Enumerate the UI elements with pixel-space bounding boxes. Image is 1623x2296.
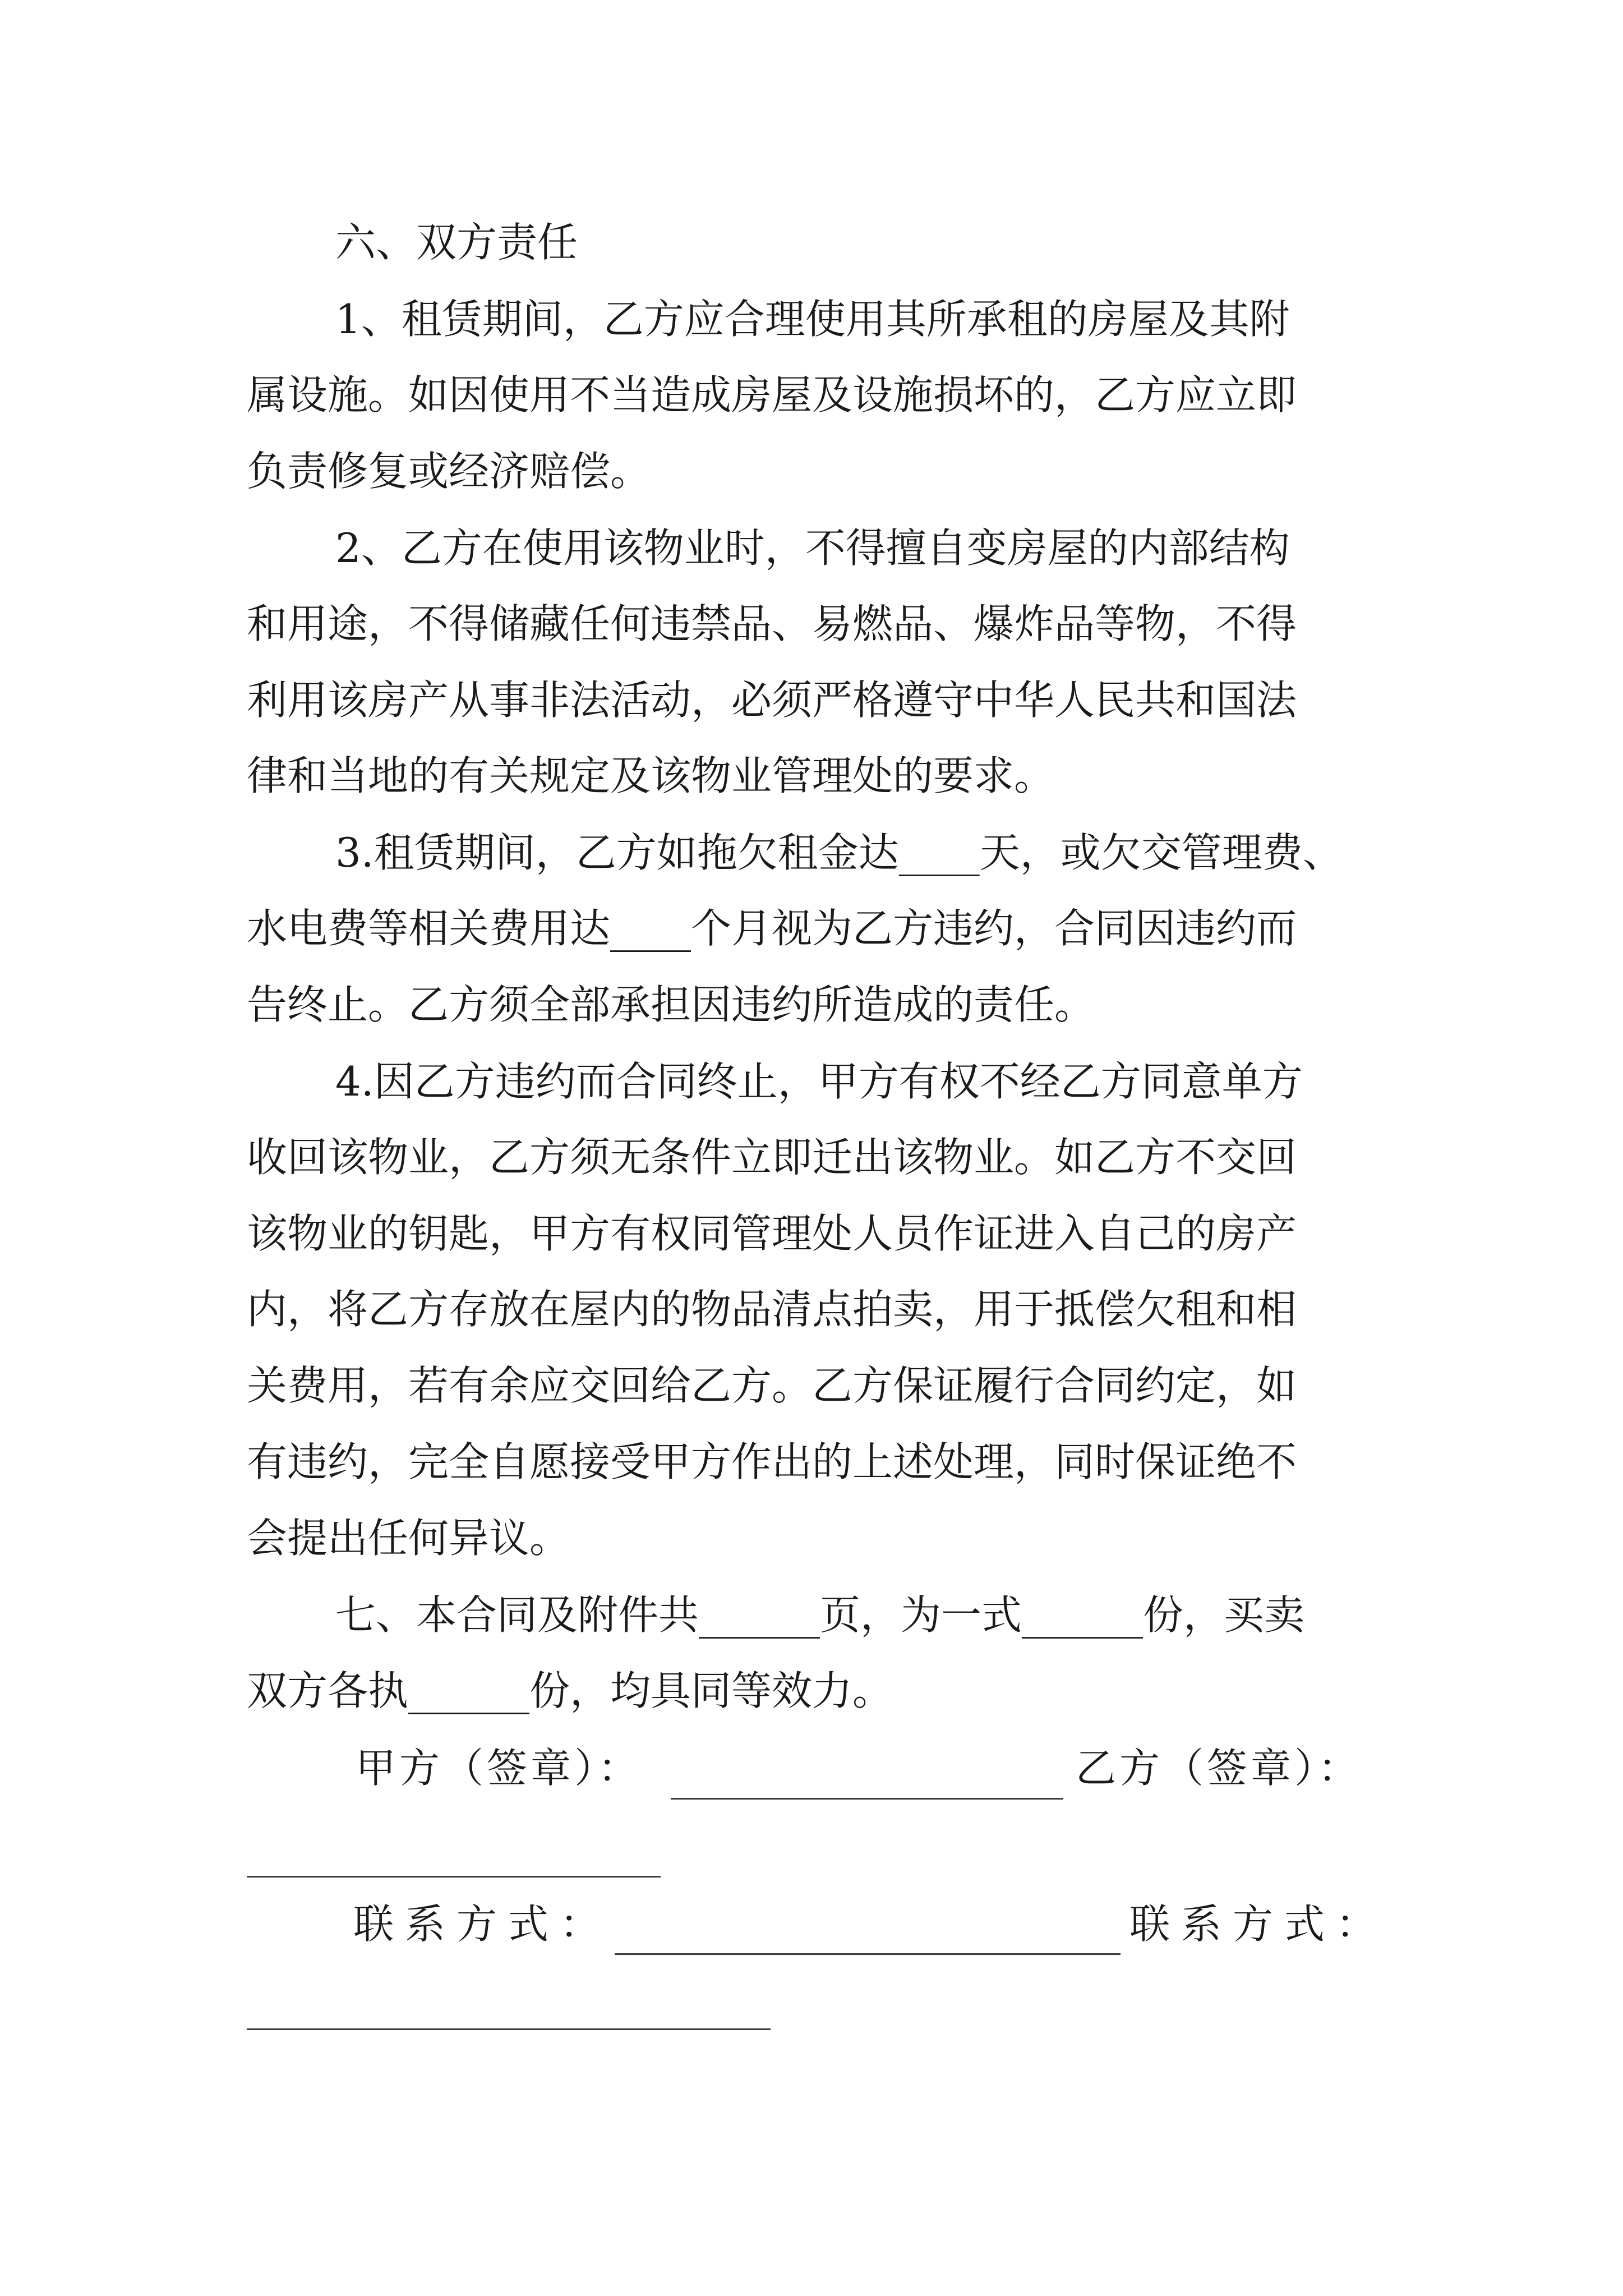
item3-line1: 3.租赁期间，乙方如拖欠租金达____天，或欠交管理费、 <box>335 829 1343 876</box>
item4-line7: 会提出任何异议。 <box>247 1515 570 1562</box>
item2-line4: 律和当地的有关规定及该物业管理处的要求。 <box>247 752 1055 799</box>
item1-line1: 1、租赁期间，乙方应合理使用其所承租的房屋及其附 <box>335 296 1290 343</box>
party-b-signature-label: 乙方（签章）： <box>1076 1745 1362 1792</box>
item3-line3: 告终止。乙方须全部承担因违约所造成的责任。 <box>247 981 1095 1028</box>
item2-line1: 2、乙方在使用该物业时，不得擅自变房屋的内部结构 <box>335 524 1290 572</box>
item4-line1: 4.因乙方违约而合同终止，甲方有权不经乙方同意单方 <box>335 1058 1303 1105</box>
item4-line3: 该物业的钥匙，甲方有权同管理处人员作证进入自己的房产 <box>247 1210 1297 1257</box>
item2-line3: 利用该房产从事非法活动，必须严格遵守中华人民共和国法 <box>247 677 1297 724</box>
section-six-heading: 六、双方责任 <box>335 219 578 266</box>
item4-line5: 关费用，若有余应交回给乙方。乙方保证履行合同约定，如 <box>247 1362 1297 1409</box>
item2-line2: 和用途，不得储藏任何违禁品、易燃品、爆炸品等物，不得 <box>247 600 1297 647</box>
section-seven-line2: 双方各执______份，均具同等效力。 <box>247 1667 893 1714</box>
item1-line3: 负责修复或经济赔偿。 <box>247 448 651 495</box>
party-b-contact-line <box>247 2028 771 2030</box>
item4-line4: 内，将乙方存放在屋内的物品清点拍卖，用于抵偿欠租和相 <box>247 1286 1297 1333</box>
party-a-contact-line <box>615 1953 1121 1955</box>
section-seven-line1: 七、本合同及附件共______页，为一式______份，买卖 <box>335 1591 1305 1639</box>
party-a-contact-label: 联系方式： <box>353 1901 612 1948</box>
item1-line2: 属设施。如因使用不当造成房屋及设施损坏的，乙方应立即 <box>247 371 1297 418</box>
item4-line6: 有违约，完全自愿接受甲方作出的上述处理，同时保证绝不 <box>247 1438 1297 1485</box>
party-b-signature-line <box>247 1876 661 1878</box>
party-a-signature-label: 甲方（签章）： <box>356 1745 642 1792</box>
item3-line2: 水电费等相关费用达____个月视为乙方违约，合同因违约而 <box>247 905 1297 952</box>
party-b-contact-label: 联系方式： <box>1129 1901 1388 1948</box>
item4-line2: 收回该物业，乙方须无条件立即迁出该物业。如乙方不交回 <box>247 1134 1297 1181</box>
party-a-signature-line <box>671 1798 1063 1800</box>
